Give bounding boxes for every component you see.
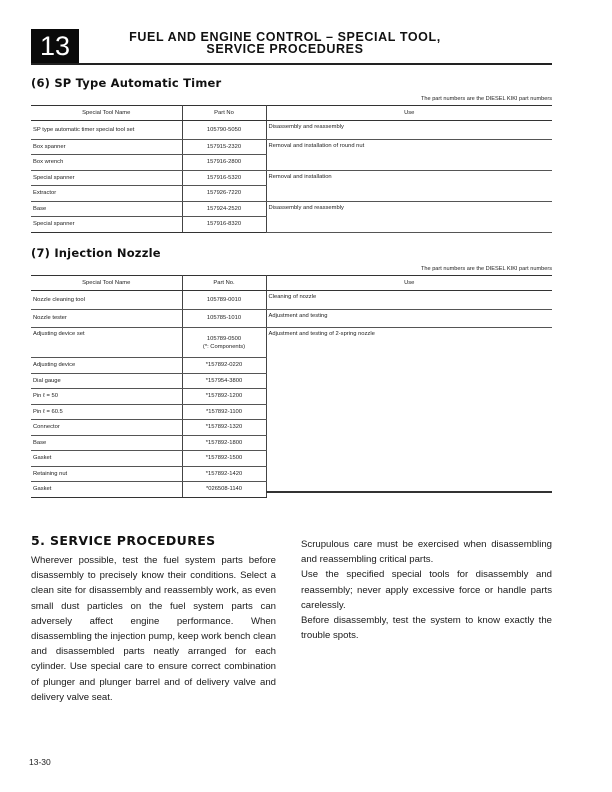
part-number: *157892-1100	[182, 404, 266, 420]
table-row	[31, 121, 552, 140]
column-header-use: Use	[266, 276, 552, 291]
tool-name: Special spanner	[31, 170, 182, 186]
tool-name: Base	[31, 201, 182, 217]
tool-use: Disassembly and reassembly	[266, 201, 552, 232]
sp-timer-tools-table	[31, 105, 552, 233]
procedures-paragraph: Scrupulous care must be exercised when disassembling and reassembling critical parts.	[301, 539, 552, 566]
tool-name: Nozzle cleaning tool	[31, 291, 182, 310]
section-7-note: The part numbers are the DIESEL KIKI part numbers	[421, 266, 552, 272]
section-7-title: (7) Injection Nozzle	[31, 246, 161, 260]
part-number: 157924-2520	[182, 201, 266, 217]
part-number: *026508-1140	[182, 482, 266, 498]
tool-name: Pin ℓ = 50	[31, 389, 182, 405]
part-number: 157926-7220	[182, 186, 266, 202]
part-number: 157916-2800	[182, 155, 266, 171]
part-number: *157892-1420	[182, 466, 266, 482]
page-title-line1: FUEL AND ENGINE CONTROL – SPECIAL TOOL,	[129, 30, 441, 44]
part-number: *157892-1500	[182, 451, 266, 467]
table-row	[31, 201, 552, 217]
part-number: *157892-1200	[182, 389, 266, 405]
table-row	[31, 139, 552, 155]
column-header-part-no: Part No	[182, 106, 266, 121]
part-number-note: (*: Components)	[202, 343, 246, 350]
procedures-left-column	[31, 553, 276, 705]
tool-name: Base	[31, 435, 182, 451]
column-header-tool-name: Special Tool Name	[31, 106, 182, 121]
tool-use: Adjustment and testing	[266, 309, 552, 328]
procedures-paragraph: Wherever possible, test the fuel system parts before disassembly to precisely know their conditions. Select a clean site for disassembly and reassembly work, as even small dust particles on the fuel system parts can adversely affect engine performance. When disassembling the injection pump, keep work bench clean and disassembled parts neatly arranged for each cylinder. Use special care to ensure correct combination of plunger and plunger barrel and of delivery valve and delivery valve seat.	[31, 555, 276, 703]
procedures-paragraph: Use the specified special tools for disassembly and reassembly; never apply excessive force or handle parts carelessly.	[301, 569, 552, 611]
tool-use: Adjustment and testing of 2-spring nozzle	[268, 331, 375, 337]
tool-name: Dial gauge	[31, 373, 182, 389]
table-bottom-rule	[266, 491, 552, 493]
tool-use: Removal and installation	[266, 170, 552, 201]
procedures-paragraph: Before disassembly, test the system to know exactly the trouble spots.	[301, 615, 552, 642]
tool-use: Disassembly and reassembly	[266, 121, 552, 140]
table-header-row	[31, 106, 552, 121]
part-number: *157954-3800	[182, 373, 266, 389]
tool-use: Cleaning of nozzle	[266, 291, 552, 310]
tool-name: Gasket	[31, 451, 182, 467]
column-header-use: Use	[266, 106, 552, 121]
page-title-line2: SERVICE PROCEDURES	[206, 42, 364, 56]
tool-use: Removal and installation of round nut	[266, 139, 552, 170]
tool-name: Adjusting device	[31, 358, 182, 374]
table-header-row	[31, 276, 552, 291]
page-title	[100, 31, 470, 55]
tool-name: Box wrench	[31, 155, 182, 171]
tool-name: Nozzle tester	[31, 309, 182, 328]
header-divider	[31, 63, 552, 65]
procedures-right-column	[301, 537, 552, 643]
tool-name: SP type automatic timer special tool set	[31, 121, 182, 140]
tool-name: Gasket	[31, 482, 182, 498]
tool-name: Extractor	[31, 186, 182, 202]
part-number: 105789-0010	[182, 291, 266, 310]
tool-name: Adjusting device set	[31, 328, 182, 358]
service-procedures-heading: 5. SERVICE PROCEDURES	[31, 533, 216, 548]
part-number: *157892-1800	[182, 435, 266, 451]
table-row	[31, 309, 552, 328]
tool-name: Connector	[31, 420, 182, 436]
tool-name: Special spanner	[31, 217, 182, 233]
part-number: 105790-5050	[182, 121, 266, 140]
part-number	[182, 328, 266, 358]
injection-nozzle-tools-table	[31, 275, 552, 498]
table-row	[31, 170, 552, 186]
tool-name: Box spanner	[31, 139, 182, 155]
tool-name: Retaining nut	[31, 466, 182, 482]
table-row	[31, 328, 552, 358]
page-number: 13-30	[29, 757, 51, 767]
table-row	[31, 291, 552, 310]
part-number: 157916-8320	[182, 217, 266, 233]
section-6-note: The part numbers are the DIESEL KIKI part numbers	[421, 96, 552, 102]
part-number-main: 105789-0500	[206, 335, 242, 342]
part-number: *157892-1320	[182, 420, 266, 436]
part-number: 157916-5320	[182, 170, 266, 186]
part-number: *157892-0220	[182, 358, 266, 374]
column-header-tool-name: Special Tool Name	[31, 276, 182, 291]
tool-name: Pin ℓ = 60.5	[31, 404, 182, 420]
section-6-title: (6) SP Type Automatic Timer	[31, 76, 222, 90]
part-number: 105785-1010	[182, 309, 266, 328]
column-header-part-no: Part No.	[182, 276, 266, 291]
chapter-number-badge: 13	[31, 29, 79, 63]
part-number: 157915-2320	[182, 139, 266, 155]
